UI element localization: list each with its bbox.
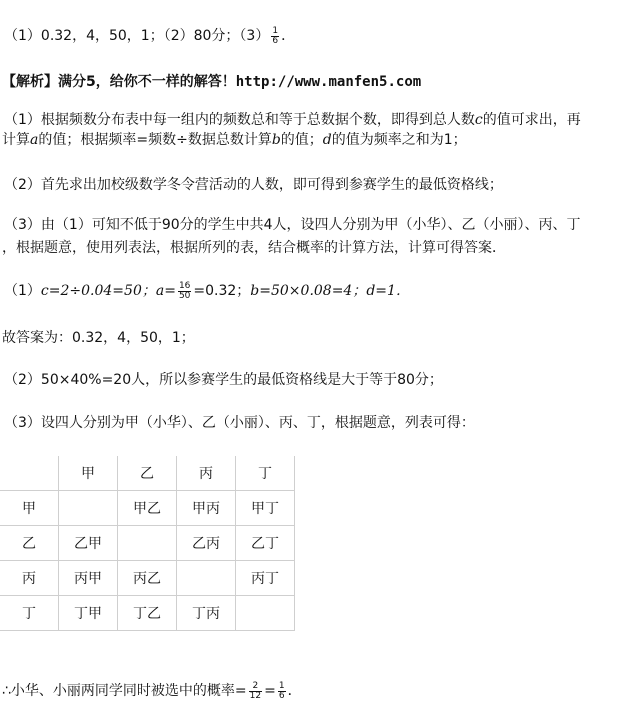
table-row [0,561,295,596]
analysis-url: http://www.manfen5.com [235,74,422,90]
answer-text: （1）0.32，4，50，1；（2）80分；（3） [4,28,270,44]
paragraph-2: （2）首先求出加校级数学冬令营活动的人数，即可得到参赛学生的最低资格线； [4,177,503,193]
answer-summary: 故答案为：0.32，4，50，1； [2,330,195,346]
analysis-bracket: 【解析】 [2,74,58,90]
paragraph-1-line-2: 计算a的值；根据频率=频数÷数据总数计算b的值；d的值为频率之和为1； [2,132,467,148]
fraction-2-12: $\frac{2}{12}$ [249,680,262,701]
answer-fraction: $\frac{1}{6}$ [272,25,279,46]
table-cell: 甲 [59,456,118,491]
answer-line: （1）0.32，4，50，1；（2）80分；（3） $\frac{1}{6}$ ． [4,25,296,46]
table-cell: 丙甲 [59,561,118,596]
table-cell: 甲丁 [236,491,295,526]
solution-1: （1）c=2÷0.04=50；a= $\frac{16}{50}$ =0.32；b=50×0.08=4；d=1． [4,280,410,301]
table-cell [177,561,236,596]
table-cell: 甲乙 [118,491,177,526]
table-row [0,491,295,526]
analysis-header [2,72,421,92]
table-cell: 丙 [177,456,236,491]
table-row [0,456,295,491]
table-cell: 乙丁 [236,526,295,561]
table-cell: 丁甲 [59,596,118,631]
table-cell: 甲丙 [177,491,236,526]
table-row [0,526,295,561]
table-cell [59,491,118,526]
paragraph-3-line-2: ，根据题意，使用列表法，根据所列的表，结合概率的计算方法，计算可得答案． [2,240,506,256]
table-row [0,596,295,631]
conclusion: ∴小华、小丽两同学同时被选中的概率= $\frac{2}{12}$ = $\frac{1}{6}$ ． [2,680,302,701]
table-cell: 乙甲 [59,526,118,561]
a-fraction: $\frac{16}{50}$ [178,280,191,301]
analysis-slogan: 满分5，给你不一样的解答！ [58,74,236,90]
table-cell [236,596,295,631]
table-cell: 丁 [0,596,59,631]
pairing-table [0,456,295,631]
table-cell: 丁乙 [118,596,177,631]
fraction-1-6: $\frac{1}{6}$ [278,680,285,701]
table-cell [0,456,59,491]
table-cell: 丙 [0,561,59,596]
table-cell: 丙乙 [118,561,177,596]
table-cell: 丁丙 [177,596,236,631]
paragraph-3-line-1: （3）由（1）可知不低于90分的学生中共4人，设四人分别为甲（小华）、乙（小丽）、丙、丁 [4,217,581,233]
solution-2: （2）50×40%=20人，所以参赛学生的最低资格线是大于等于80分； [4,372,443,388]
table-cell: 乙丙 [177,526,236,561]
table-cell: 甲 [0,491,59,526]
paragraph-1-line-1: （1）根据频数分布表中每一组内的频数总和等于总数据个数，即得到总人数c的值可求出，再 [4,112,581,128]
table-cell [118,526,177,561]
table-cell: 乙 [0,526,59,561]
table-cell: 丙丁 [236,561,295,596]
solution-3: （3）设四人分别为甲（小华）、乙（小丽）、丙、丁，根据题意，列表可得： [4,415,475,431]
table-cell: 丁 [236,456,295,491]
table-cell: 乙 [118,456,177,491]
